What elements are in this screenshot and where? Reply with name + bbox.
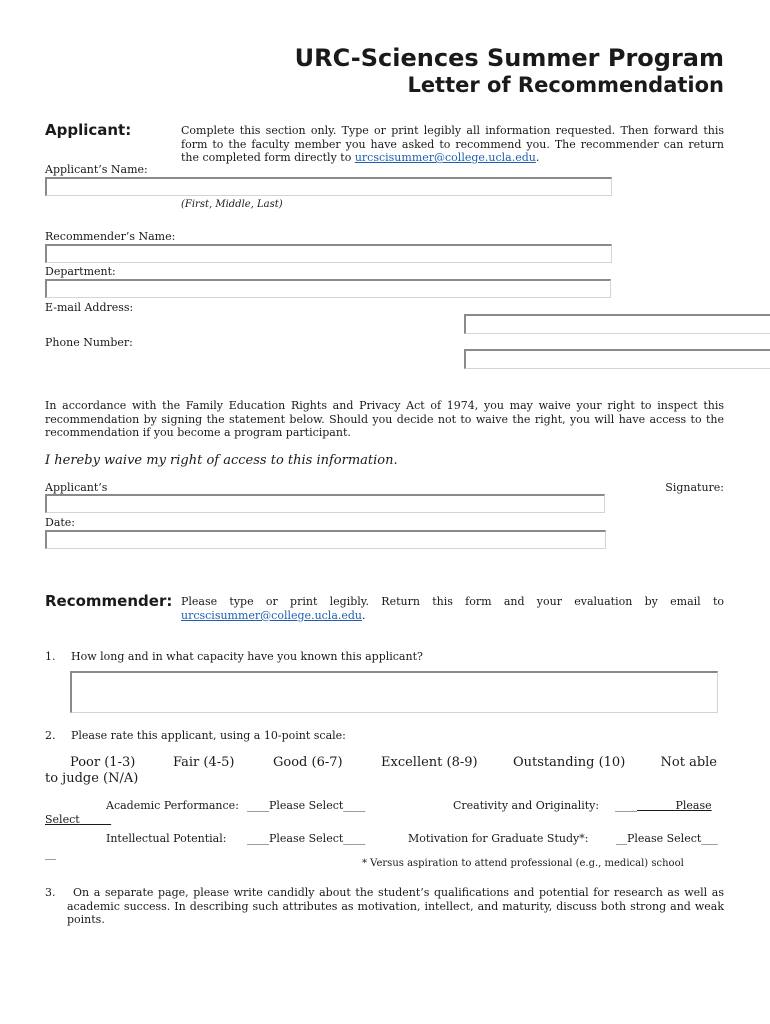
page-subtitle: Letter of Recommendation xyxy=(407,73,724,97)
page-title: URC-Sciences Summer Program xyxy=(294,44,724,72)
q1-text: How long and in what capacity have you known this applicant? xyxy=(71,650,423,663)
q2-number: 2. xyxy=(45,729,56,742)
q1-answer-field[interactable] xyxy=(70,671,718,713)
applicant-heading: Applicant: xyxy=(45,121,132,139)
motivation-select-value: Please Select xyxy=(627,832,702,845)
recommender-instructions-text: Please type or print legibly. Return this form and your evaluation by email to xyxy=(181,595,724,608)
intellectual-potential-label: Intellectual Potential: xyxy=(106,832,227,845)
applicant-name-label: Applicant’s Name: xyxy=(45,163,148,176)
recommender-instructions-end: . xyxy=(362,608,366,622)
email-label: E-mail Address: xyxy=(45,301,134,314)
creativity-select-value-part1: Please xyxy=(675,799,712,812)
scale-good: Good (6-7) xyxy=(273,755,343,770)
applicant-name-hint: (First, Middle, Last) xyxy=(181,199,283,210)
q2-text: Please rate this applicant, using a 10-point scale: xyxy=(71,729,346,742)
date-field[interactable] xyxy=(45,530,606,549)
motivation-label: Motivation for Graduate Study*: xyxy=(408,832,589,845)
applicant-name-field[interactable] xyxy=(45,177,612,196)
intellectual-potential-select-value: Please Select xyxy=(269,832,344,845)
scale-not-able: Not able xyxy=(660,755,717,770)
q1-number: 1. xyxy=(45,650,56,663)
creativity-select-value-part2: Select xyxy=(45,813,80,826)
academic-performance-select[interactable]: ____Please Select____ xyxy=(247,799,366,812)
recommender-heading: Recommender: xyxy=(45,592,173,610)
recommender-name-label: Recommender’s Name: xyxy=(45,230,176,243)
date-label: Date: xyxy=(45,516,76,529)
motivation-select[interactable]: __Please Select___ xyxy=(616,832,718,845)
department-field[interactable] xyxy=(45,279,611,298)
scale-outstanding: Outstanding (10) xyxy=(513,755,626,770)
q3-number: 3. xyxy=(45,886,56,899)
intellectual-potential-select[interactable]: ____Please Select____ xyxy=(247,832,366,845)
email-field[interactable] xyxy=(464,314,770,334)
footnote: * Versus aspiration to attend professional (e.g., medical) school xyxy=(362,858,684,869)
q3-text: On a separate page, please write candidly about the student’s qualifications and potential for research as well as academic success. In describing such attributes as motivation, intellect, and maturity, discuss both strong and weak points. xyxy=(67,886,724,926)
scale-excellent: Excellent (8-9) xyxy=(381,755,478,770)
signature-label-left: Applicant’s xyxy=(45,481,108,494)
department-label: Department: xyxy=(45,265,116,278)
phone-field[interactable] xyxy=(464,349,770,369)
signature-label-right: Signature: xyxy=(665,481,724,494)
recommender-name-field[interactable] xyxy=(45,244,612,263)
applicant-instructions xyxy=(181,124,724,165)
scale-poor: Poor (1-3) xyxy=(70,755,136,770)
applicant-email-link[interactable]: urcscisummer@college.ucla.edu xyxy=(354,151,536,164)
scale-fair: Fair (4-5) xyxy=(173,755,235,770)
signature-field[interactable] xyxy=(45,494,605,513)
academic-performance-label: Academic Performance: xyxy=(106,799,239,812)
waiver-statement: I hereby waive my right of access to this information. xyxy=(45,453,398,468)
recommender-email-link[interactable]: urcscisummer@college.ucla.edu xyxy=(181,608,363,622)
applicant-instructions-end: . xyxy=(535,151,540,164)
recommender-instructions xyxy=(181,595,724,622)
academic-performance-select-value: Please Select xyxy=(269,799,344,812)
scale-to-judge: to judge (N/A) xyxy=(45,771,139,786)
motivation-select-continued[interactable]: __ xyxy=(45,847,56,860)
phone-label: Phone Number: xyxy=(45,336,133,349)
ferpa-statement: In accordance with the Family Education Rights and Privacy Act of 1974, you may waive your right to inspect this recommendation by signing the statement below. Should you decide not to waive the right, you will have access to the recommendation if you become a program participant. xyxy=(45,399,724,439)
creativity-label: Creativity and Originality: xyxy=(453,799,600,812)
applicant-instructions-text: Complete this section only. Type or print legibly all information requested. Then forward this form to the faculty member you have asked to recommend you. The recommender can return the completed form directly to xyxy=(181,124,724,164)
creativity-select-continued[interactable] xyxy=(45,813,111,826)
creativity-select[interactable]: ____ Please xyxy=(615,799,712,812)
